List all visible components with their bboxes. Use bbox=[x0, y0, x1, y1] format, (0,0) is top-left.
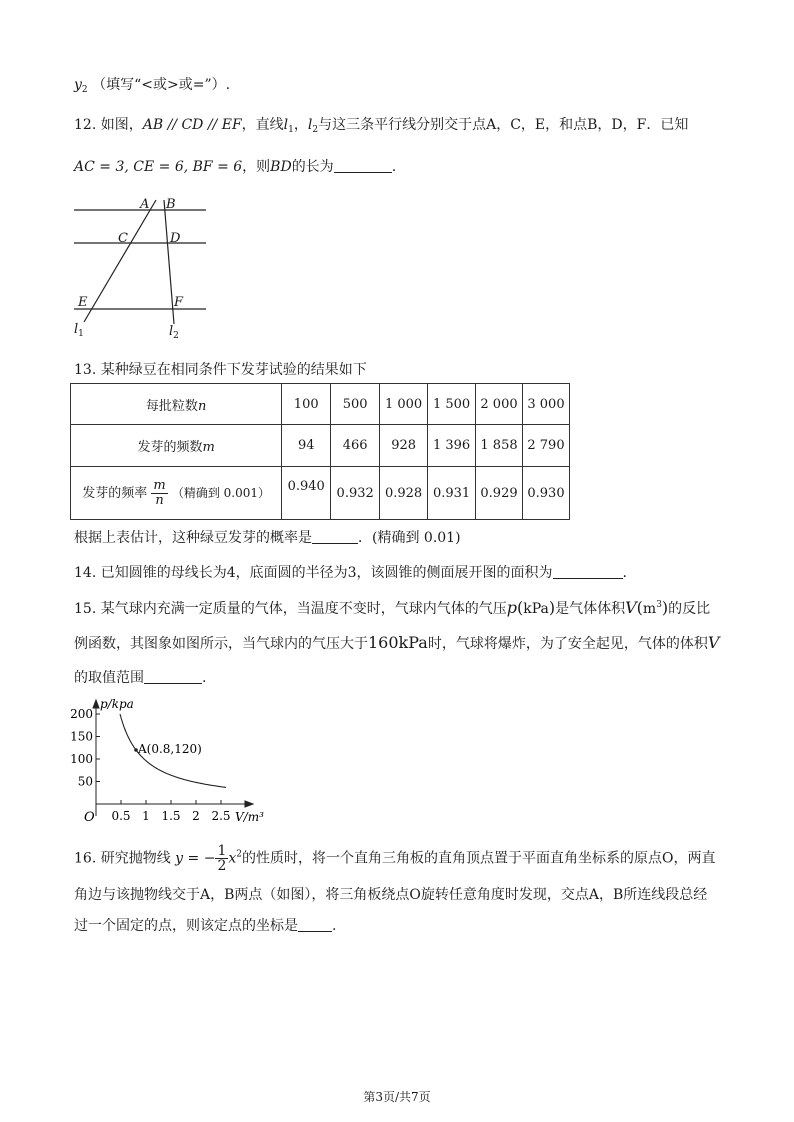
table-cell: 0.928 bbox=[380, 467, 428, 520]
parabola-lhs: y = − bbox=[175, 850, 216, 867]
q11-tail: $y_2$ （填写“<或>或=”）. bbox=[74, 77, 231, 95]
table-row-freq bbox=[71, 467, 570, 520]
table-cell: 100 bbox=[282, 384, 331, 425]
line-l1 bbox=[84, 200, 156, 322]
label-l1: $l_1$ bbox=[74, 322, 84, 339]
parallels-expr: AB // CD // EF bbox=[142, 117, 242, 133]
table-cell: 1 396 bbox=[428, 425, 476, 467]
label-d: D bbox=[170, 231, 181, 246]
q16-line2: 角边与该抛物线交于A，B两点（如图），将三角板绕点O旋转任意角度时发现，交点A，B所连线段总经 bbox=[74, 887, 708, 903]
x-tick-label: 2.5 bbox=[211, 809, 231, 823]
table-cell: 2 000 bbox=[476, 384, 523, 425]
label-a: A bbox=[140, 197, 150, 212]
y-symbol: y bbox=[74, 77, 82, 93]
x-tick-label: 0.5 bbox=[111, 809, 131, 823]
table-cell: 0.930 bbox=[522, 467, 569, 520]
x-tick-label: 1.5 bbox=[161, 809, 181, 823]
row-label-n: 每批粒数n bbox=[71, 384, 282, 425]
row-label-freq: 发芽的频率 $\frac{m}{n}$ （精确到 0.001） bbox=[71, 467, 282, 520]
x-axis-arrow bbox=[245, 801, 253, 807]
origin-label: O bbox=[84, 810, 95, 825]
table-cell: 0.940 bbox=[282, 467, 331, 520]
q12-line2: AC = 3, CE = 6, BF = 6，则BD的长为 . bbox=[74, 159, 397, 175]
x-axis-label: V/m³ bbox=[235, 810, 264, 824]
table-cell: 0.932 bbox=[331, 467, 380, 520]
label-b: B bbox=[166, 197, 176, 212]
table-cell: 1 858 bbox=[476, 425, 523, 467]
germination-table bbox=[70, 383, 570, 520]
y-axis-label: p/kpa bbox=[100, 697, 134, 711]
y-axis-arrow bbox=[93, 700, 99, 708]
table-cell: 466 bbox=[331, 425, 380, 467]
point-a-label: A(0.8,120) bbox=[138, 742, 202, 756]
q14: 14. 已知圆锥的母线长为4，底面圆的半径为3，该圆锥的侧面展开图的面积为 . bbox=[74, 565, 627, 581]
answer-blank bbox=[144, 669, 202, 684]
answer-blank bbox=[312, 529, 358, 544]
y-tick-label: 100 bbox=[70, 752, 93, 766]
table-cell: 94 bbox=[282, 425, 331, 467]
fraction-one-half: $\frac{1}{2}$ bbox=[217, 843, 227, 874]
q15-line1: 15. 某气球内充满一定质量的气体，当温度不变时，气球内气体的气压p(kPa)是气体体积$V(m^3)$的反比 bbox=[74, 598, 711, 617]
q13-footer: 根据上表估计，这种绿豆发芽的概率是 ．(精确到 0.01) bbox=[74, 530, 461, 546]
parallel-lines-figure bbox=[70, 192, 220, 342]
q16-line1: 16. 研究抛物线 y = − $\frac{1}{2}$ $x^2$的性质时，将一个直角三角板的直角顶点置于平面直角坐标系的原点O，两直 bbox=[74, 843, 716, 874]
line-l2 bbox=[164, 200, 174, 324]
q15-line3: 的取值范围 . bbox=[74, 670, 207, 686]
q13-title: 13. 某种绿豆在相同条件下发芽试验的结果如下 bbox=[74, 362, 367, 378]
table-row-m bbox=[71, 425, 570, 467]
table-row-n bbox=[71, 384, 570, 425]
q15-line2: 例函数，其图象如图所示，当气球内的气压大于160kPa时，气球将爆炸，为了安全起见，气体的体积V bbox=[74, 633, 720, 652]
y-tick-label: 200 bbox=[70, 707, 93, 721]
table-cell: 1 500 bbox=[428, 384, 476, 425]
x-tick-label: 2 bbox=[192, 809, 200, 823]
q12-line1: 12. 如图，AB // CD // EF，直线$l_1$，$l_2$与这三条平行线分别交于点A，C，E，和点B，D，F．已知 bbox=[74, 117, 689, 135]
q16-line3: 过一个固定的点，则该定点的坐标是 . bbox=[74, 918, 337, 934]
answer-blank bbox=[553, 564, 623, 579]
label-c: C bbox=[118, 231, 128, 246]
table-cell: 3 000 bbox=[522, 384, 569, 425]
table-cell: 2 790 bbox=[522, 425, 569, 467]
answer-blank bbox=[334, 158, 392, 173]
row-label-m: 发芽的频数m bbox=[71, 425, 282, 467]
givens-expr: AC = 3, CE = 6, BF = 6 bbox=[74, 159, 243, 175]
table-cell: 500 bbox=[331, 384, 380, 425]
label-f: F bbox=[174, 295, 184, 310]
fraction-m-over-n: $\frac{m}{n}$ bbox=[153, 477, 166, 508]
x-tick-label: 1 bbox=[142, 809, 150, 823]
label-l2: $l_2$ bbox=[169, 324, 179, 341]
table-cell: 0.929 bbox=[476, 467, 523, 520]
answer-blank bbox=[298, 917, 332, 932]
table-cell: 0.931 bbox=[428, 467, 476, 520]
table-cell: 1 000 bbox=[380, 384, 428, 425]
pressure-volume-chart bbox=[70, 692, 270, 832]
y-tick-label: 150 bbox=[70, 729, 93, 744]
table-cell: 928 bbox=[380, 425, 428, 467]
page-number: 第3页/共7页 bbox=[363, 1090, 431, 1104]
label-e: E bbox=[78, 295, 88, 310]
y-tick-label: 50 bbox=[77, 774, 93, 789]
